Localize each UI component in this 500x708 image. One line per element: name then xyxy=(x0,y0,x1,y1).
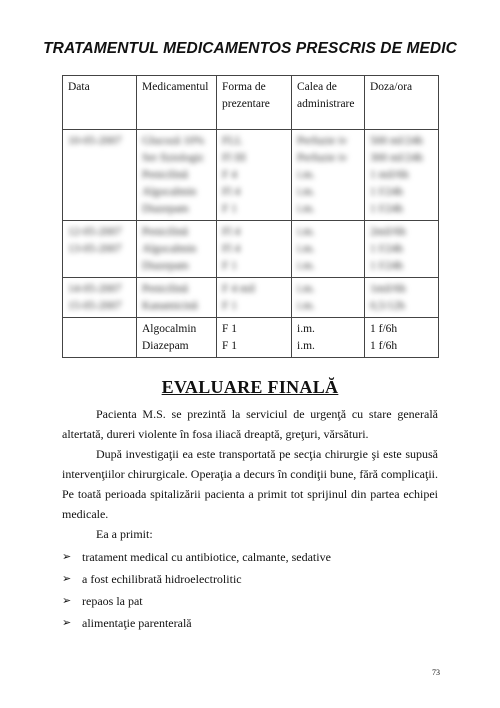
list-item: ➢ tratament medical cu antibiotice, calmante, sedative xyxy=(62,546,331,568)
cell-date: 14-05-2007 15-05-2007 xyxy=(63,278,137,318)
cell-calea: Perfuzie iv Perfuzie iv i.m. i.m. i.m. xyxy=(292,130,365,221)
paragraph-1: Pacienta M.S. se prezintă la serviciul de urgenţă cu stare generală altertată, dureri violente în fosa iliacă dreaptă, greţuri, vărsături. xyxy=(62,407,438,441)
list-item: ➢ a fost echilibrată hidroelectrolitic xyxy=(62,568,331,590)
table-row xyxy=(63,221,439,278)
cell-calea: i.m. i.m. xyxy=(292,318,365,358)
arrow-bullet-icon: ➢ xyxy=(62,595,72,607)
arrow-bullet-icon: ➢ xyxy=(62,573,72,585)
cell-forma: Fl 4 Fl 4 F 1 xyxy=(217,221,292,278)
table-row xyxy=(63,318,439,358)
cell-medicament: Penicilină Algocalmin Diazepam xyxy=(137,221,217,278)
header-doza: Doza/ora xyxy=(365,76,439,130)
cell-calea: i.m. i.m. xyxy=(292,278,365,318)
arrow-bullet-icon: ➢ xyxy=(62,551,72,563)
cell-medicament: Glucoză 10% Ser fiziologic Penicilină Algocalmin Diazepam xyxy=(137,130,217,221)
paragraph-2: După investigaţii ea este transportată pe secţia chirurgie şi este supusă intervenţiilor chirurgicale. Operaţia a decurs în condiţii bune, fără complicaţii. Pe toată perioada spitalizării pacienta a primit tot sprijinul din partea echipei medicale. xyxy=(62,447,438,521)
section-title: EVALUARE FINALĂ xyxy=(161,377,339,397)
medication-table xyxy=(62,75,439,358)
paragraph-3: Ea a primit: xyxy=(96,527,153,541)
header-calea: Calea de administrare xyxy=(292,76,365,130)
cell-doza: 2mil/6h 1 f/24h 1 f/24h xyxy=(365,221,439,278)
page-title: TRATAMENTUL MEDICAMENTOS PRESCRIS DE MEDIC xyxy=(43,40,457,57)
cell-medicament: Algocalmin Diazepam xyxy=(137,318,217,358)
table-row xyxy=(63,278,439,318)
list-item: ➢ alimentaţie parenterală xyxy=(62,612,331,634)
list-item: ➢ repaos la pat xyxy=(62,590,331,612)
cell-date: 12-05-2007 13-05-2007 xyxy=(63,221,137,278)
cell-forma: F 1 F 1 xyxy=(217,318,292,358)
header-medicamentul: Medicamentul xyxy=(137,76,217,130)
header-forma: Forma de prezentare xyxy=(217,76,292,130)
cell-doza: 500 ml/24h 300 ml/24h 1 mil/6h 1 f/24h 1 f/24h xyxy=(365,130,439,221)
page-number: 73 xyxy=(432,668,440,677)
cell-calea: i.m. i.m. i.m. xyxy=(292,221,365,278)
cell-doza: 1 f/6h 1 f/6h xyxy=(365,318,439,358)
arrow-bullet-icon: ➢ xyxy=(62,617,72,629)
treatment-list xyxy=(62,546,331,634)
cell-date xyxy=(63,318,137,358)
table-row xyxy=(63,130,439,221)
cell-forma: F 4 mil F 1 xyxy=(217,278,292,318)
cell-doza: 1mil/6h 0,5/12h xyxy=(365,278,439,318)
cell-date: 10-05-2007 xyxy=(63,130,137,221)
cell-medicament: Penicilină Kanamicină xyxy=(137,278,217,318)
cell-forma: FLL Fl III F 4 Fl 4 F 1 xyxy=(217,130,292,221)
header-data: Data xyxy=(63,76,137,130)
table-header-row xyxy=(63,76,439,130)
